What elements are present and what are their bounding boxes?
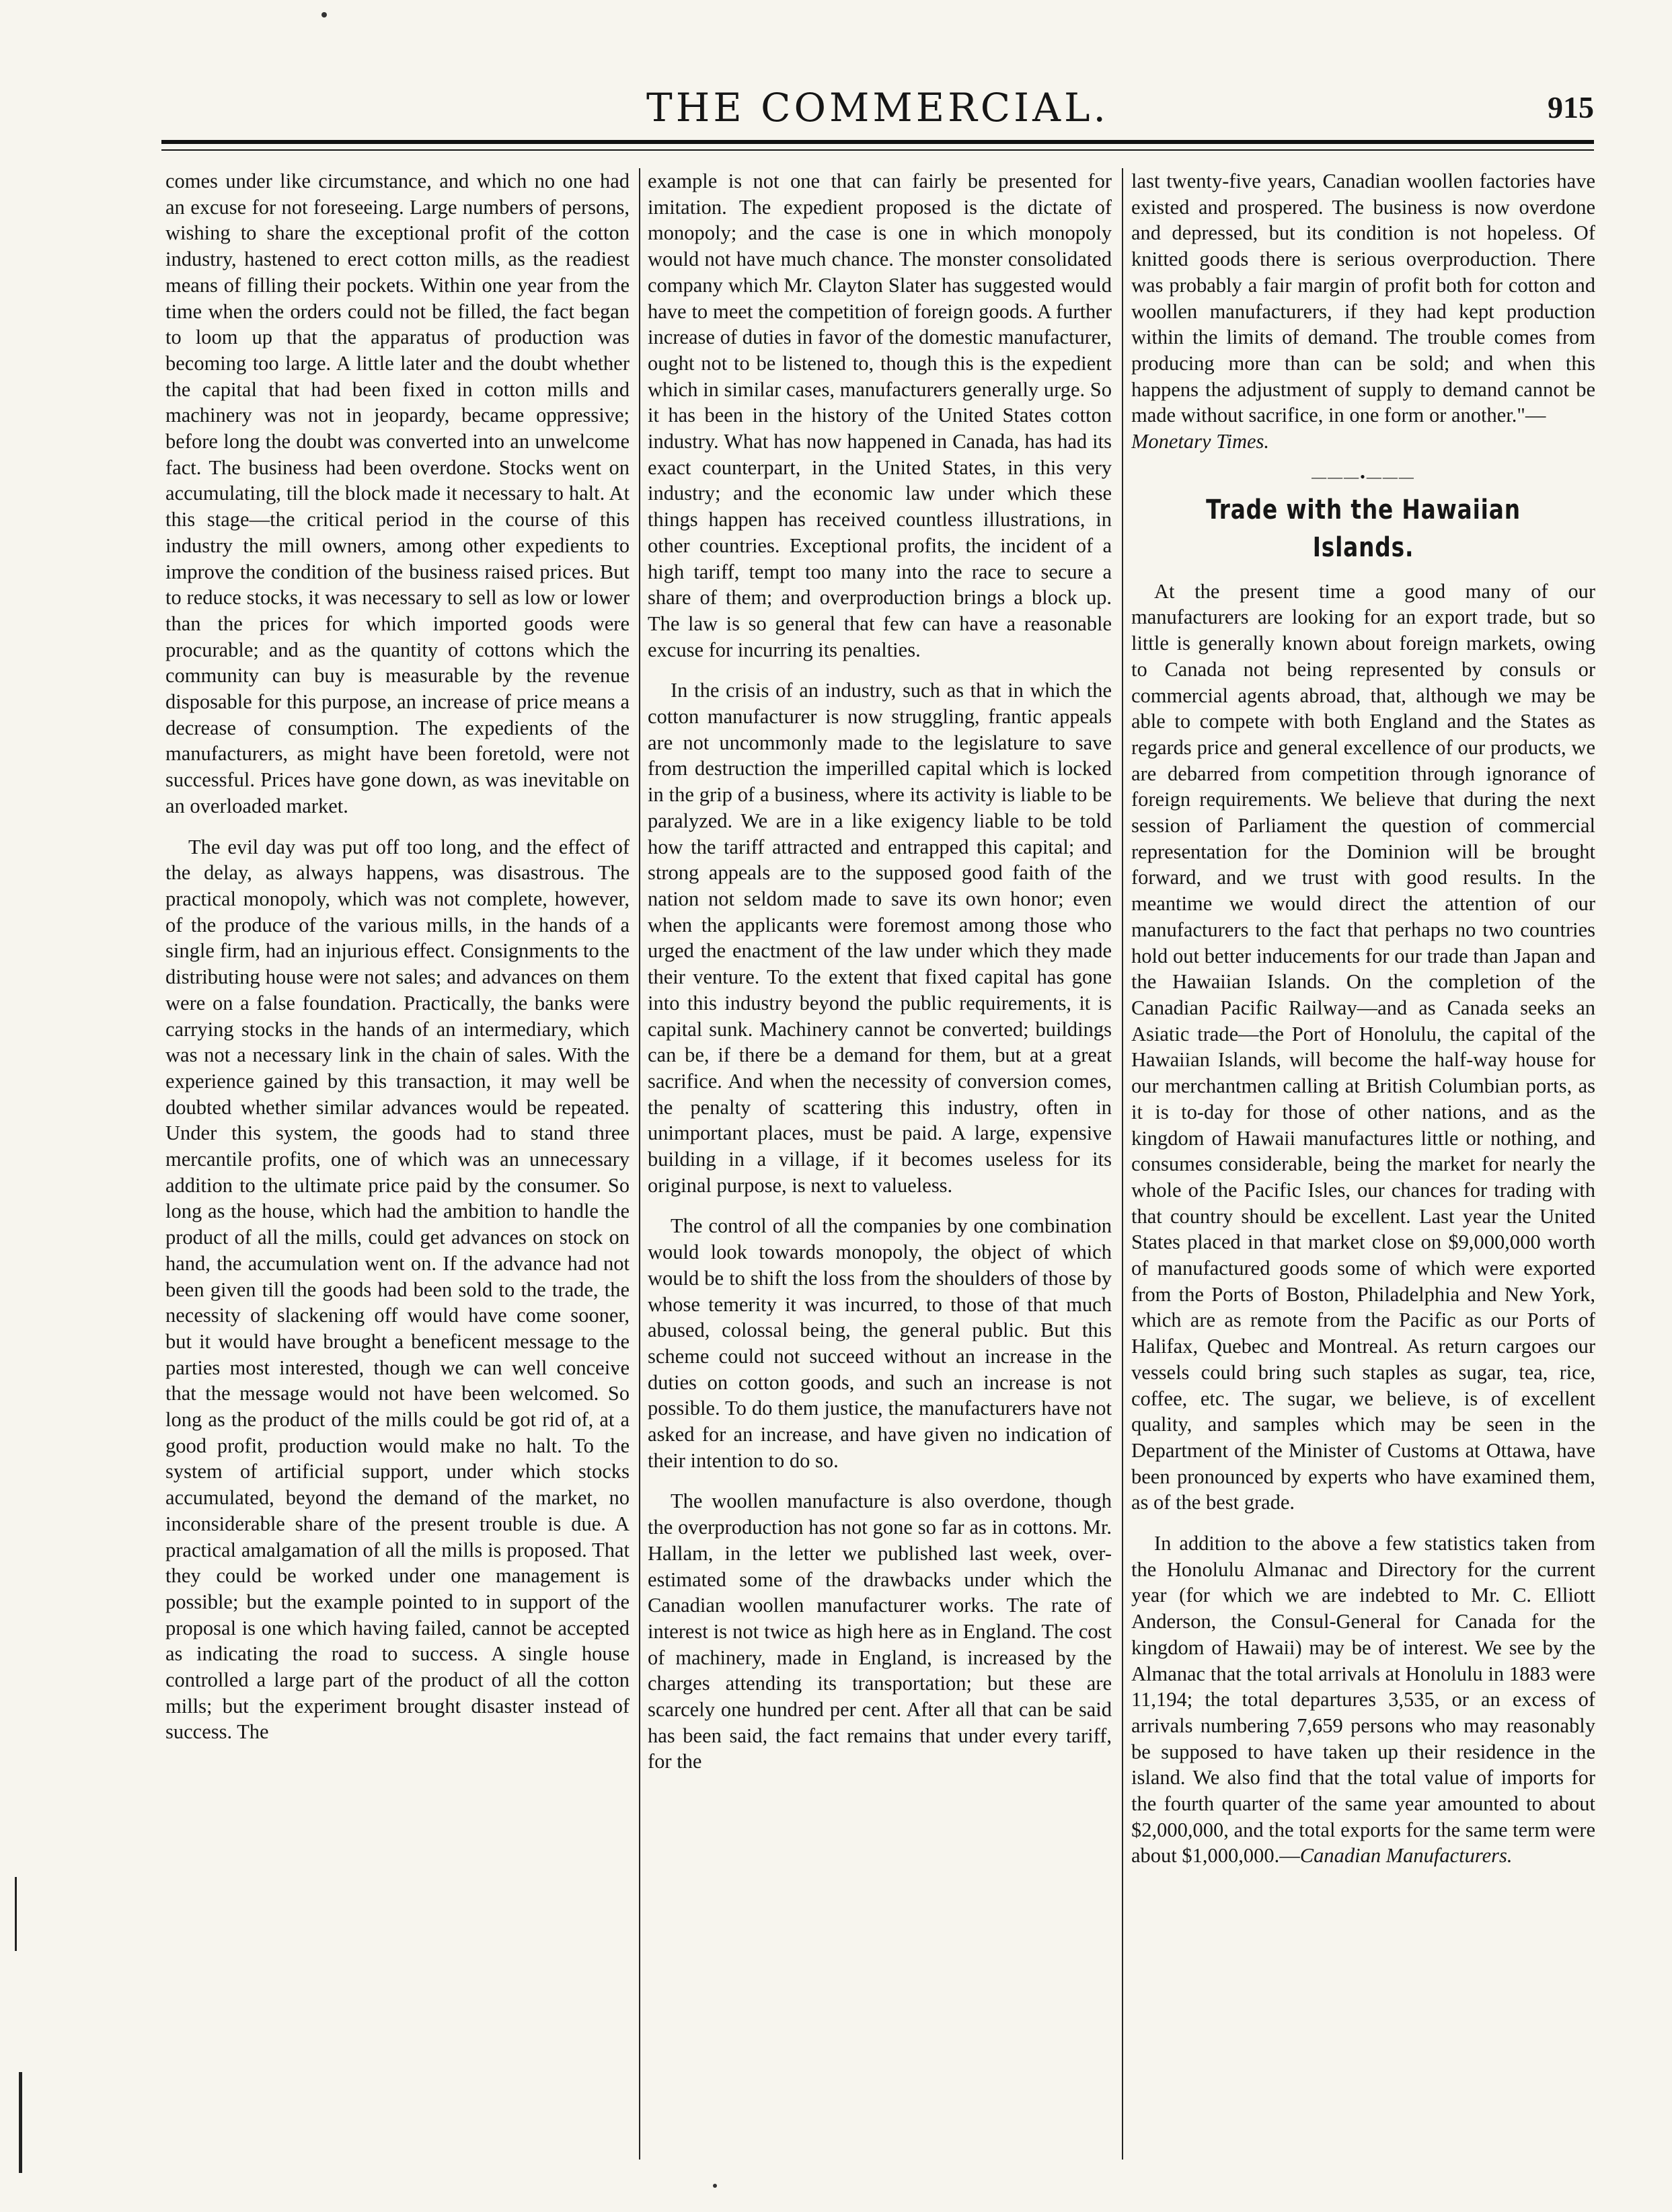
paragraph: The woollen manufacture is also overdone, though the overproduction has not gone so far as in cottons. Mr. Hallam, in the letter we published last week, over-estimated some of the drawbacks under which the Canadian woollen manufacturer works. The rate of interest is not twice as high here as in England. The cost of machinery, made in England, is increased by the charges attending its transportation; but these are scarcely one hundred per cent. After all that can be said has been said, the fact remains that under every tariff, for the [648, 1489, 1112, 1773]
header-rule-thin [161, 149, 1594, 151]
paragraph: The control of all the companies by one combination would look towards monopoly, the object of which would be to shift the loss from the shoulders of those by whose temerity it was incurred, to those of that much abused, colossal being, the general public. But this scheme could not succeed without an increase in the duties on cotton goods, and such an increase is not possible. To do them justice, the manufacturers have not asked for an increase, and have given no indication of their intention to do so. [648, 1214, 1112, 1472]
page-speck [713, 2184, 717, 2188]
column-1 [165, 168, 630, 2160]
page-speck [321, 12, 327, 17]
article-source: Canadian Manufacturers. [1299, 1844, 1513, 1868]
column-divider-2 [1122, 168, 1123, 2160]
paragraph: At the present time a good many of our manufacturers are looking for an export trade, but so little is generally known about foreign markets, owing to Canada not being represented by consuls or commercial agents abroad, that, although we may be able to compete with both England and the States as regards price and general excellence of our products, we are debarred from competition through ignorance of foreign requirements. We believe that during the next session of Parliament the question of commercial representation for the Dominion will be brought forward, and we trust with good results. In the meantime we would direct the attention of our manufacturers to the fact that perhaps no two countries hold out better inducements for our trade than Japan and the Hawaiian Islands. On the completion of the Canadian Pacific Railway—and as Canada seeks an Asiatic trade—the Port of Honolulu, the capital of the Hawaiian Islands, will become the half-way house for our merchantmen calling at British Columbian ports, as it is to-day for those of other nations, and as the kingdom of Hawaii manufactures little or nothing, and consumes considerable, being the market for nearly the whole of the Pacific Isles, our chances for trading with that country should be excellent. Last year the United States placed in that market close on $9,000,000 worth of manufactured goods some of which were exported from the Ports of Boston, Philadelphia and New York, which are as remote from the Pacific as our Ports of Halifax, Quebec and Montreal. As return cargoes our vessels could bring such staples as sugar, tea, rice, coffee, etc. The sugar, we believe, is of excellent quality, and samples which may be seen in the Department of the Minister of Customs at Ottawa, have been pronounced by experts who have examined them, as of the best grade. [1131, 579, 1595, 1514]
continued-text: last twenty-five years, Canadian woollen factories have existed and prospered. The business is now overdone and depressed, but its condition is not hopeless. Of knitted goods there is serious overproduction. There was probably a fair margin of profit both for cotton and woollen manufacturers, if they had kept production within the limits of demand. The trouble comes from producing more than can be sold; and when this happens the adjustment of supply to demand cannot be made without sacrifice, in one form or another."— [1131, 170, 1595, 427]
source-citation: Monetary Times. [1131, 430, 1270, 453]
paragraph-text: In addition to the above a few statistics taken from the Honolulu Almanac and Directory for the current year (for which we are indebted to Mr. C. Elliott Anderson, the Consul-General for Canada for the kingdom of Hawaii) may be of interest. We see by the Almanac that the total arrivals at Honolulu in 1883 were 11,194; the total departures 3,535, or an excess of arrivals numbering 7,659 persons who may reasonably be supposed to have taken up their residence in the island. We also find that the total value of imports for the fourth quarter of the same year amounted to about $2,000,000, and the total exports for the same term were about $1,000,000.— [1131, 1532, 1595, 1868]
continued-paragraph [1131, 168, 1595, 455]
paragraph: example is not one that can fairly be presented for imitation. The expedient proposed is the dictate of monopoly; and the case is one in which monopoly would not have much chance. The monster consolidated company which Mr. Clayton Slater has suggested would have to meet the competition of foreign goods. A further increase of duties in favor of the domestic manufacturer, ought not to be listened to, though this is the expedient which in similar cases, manufacturers generally urge. So it has been in the history of the United States cotton industry. What has now happened in Canada, has had its exact counterpart, in the United States, in this very industry; and the economic law under which these things happen has received countless illustrations, in other countries. Exceptional profits, the incident of a high tariff, tempt too many into the race to secure a share of them; and overproduction brings a block up. The law is so general that few can have a reasonable excuse for incurring its penalties. [648, 170, 1112, 661]
paragraph: The evil day was put off too long, and the effect of the delay, as always happens, was disastrous. The practical monopoly, which was not complete, however, of the produce of the various mills, in the hands of a single firm, had an injurious effect. Consignments to the distributing house were not sales; and advances on them were on a false foundation. Practically, the banks were carrying stocks in the hands of an intermediary, which was not a necessary link in the chain of sales. With the experience gained by this transaction, it may well be doubted whether similar advances would be repeated. Under this system, the goods had to stand three mercantile profits, one of which was an unnecessary addition to the ultimate price paid by the consumer. So long as the house, which had the ambition to handle the product of all the mills, could get advances on stock on hand, the accumulation went on. If the advance had not been given till the goods had been sold to the trade, the necessity of slackening off would have come sooner, but it would have brought a beneficent message to the parties most interested, though we can well conceive that the message would not have been welcomed. So long as the product of the mills could be got rid of, at a good profit, production would make no halt. To the system of artificial support, under which stocks accumulated, beyond the demand of the market, no inconsiderable share of the present trouble is due. A practical amalgamation of all the mills is proposed. That they could be worked under one management is possible; but the example pointed to in support of the proposal is one which having failed, cannot be accepted as indicating the road to success. A single house controlled a large part of the product of all the cotton mills; but the experiment brought disaster instead of success. The [165, 835, 630, 1744]
page-number: 915 [1548, 90, 1594, 124]
column-2 [648, 168, 1112, 2160]
header-rule-thick [161, 140, 1594, 144]
paragraph: In the crisis of an industry, such as that in which the cotton manufacturer is now struggling, frantic appeals are not uncommonly made to the legislature to save from destruction the imperilled capital which is locked in the grip of a business, where its activity is liable to be paralyzed. We are in a like exigency liable to be told how the tariff attracted and entrapped this capital; and strong appeals are to the supposed good faith of the nation not seldom made to save its own honor; even when the applicants were foremost among those who urged the enactment of the law under which they made their venture. To the extent that fixed capital has gone into this industry beyond the public requirements, it is capital sunk. Machinery cannot be converted; buildings can be, if there be a demand for them, but at a great sacrifice. And when the necessity of conversion comes, the penalty of scattering this industry, often in unimportant places, must be paid. A large, expensive building in a village, if it becomes useless for its original purpose, is next to valueless. [648, 679, 1112, 1197]
margin-mark [19, 2072, 22, 2173]
column-divider-1 [639, 168, 640, 2160]
paragraph [1131, 1531, 1595, 1869]
publication-title: THE COMMERCIAL. [646, 85, 1109, 131]
margin-mark [15, 1877, 17, 1951]
paragraph: comes under like circumstance, and which no one had an excuse for not foreseeing. Large numbers of persons, wishing to share the exceptional profit of the cotton industry, hastened to erect cotton mills, as the readiest means of filling their pockets. Within one year from the time when the orders could not be filled, the fact began to loom up that the apparatus of production was becoming too large. A little later and the doubt whether the capital that had been fixed in cotton mills and machinery was not in jeopardy, became oppressive; before long the doubt was converted into an unwelcome fact. The business had been overdone. Stocks went on accumulating, till the block made it necessary to halt. At this stage—the critical period in the course of this industry the mill owners, among other expedients to improve the condition of the business raised prices. But to reduce stocks, it was necessary to sell as low or lower than the prices for which imported goods were procurable; and as the quantity of cottons which the community can buy is measurable by the revenue disposable for this purpose, an increase of price means a decrease of consumption. The expedients of the manufacturers, as might have been foretold, were not successful. Prices have gone down, as was inevitable on an overloaded market. [165, 170, 630, 817]
article-title: Trade with the Hawaiian Islands. [1206, 494, 1521, 563]
column-3 [1131, 168, 1595, 2160]
page-header [161, 81, 1594, 141]
article-separator: ———•——— [1312, 468, 1415, 485]
